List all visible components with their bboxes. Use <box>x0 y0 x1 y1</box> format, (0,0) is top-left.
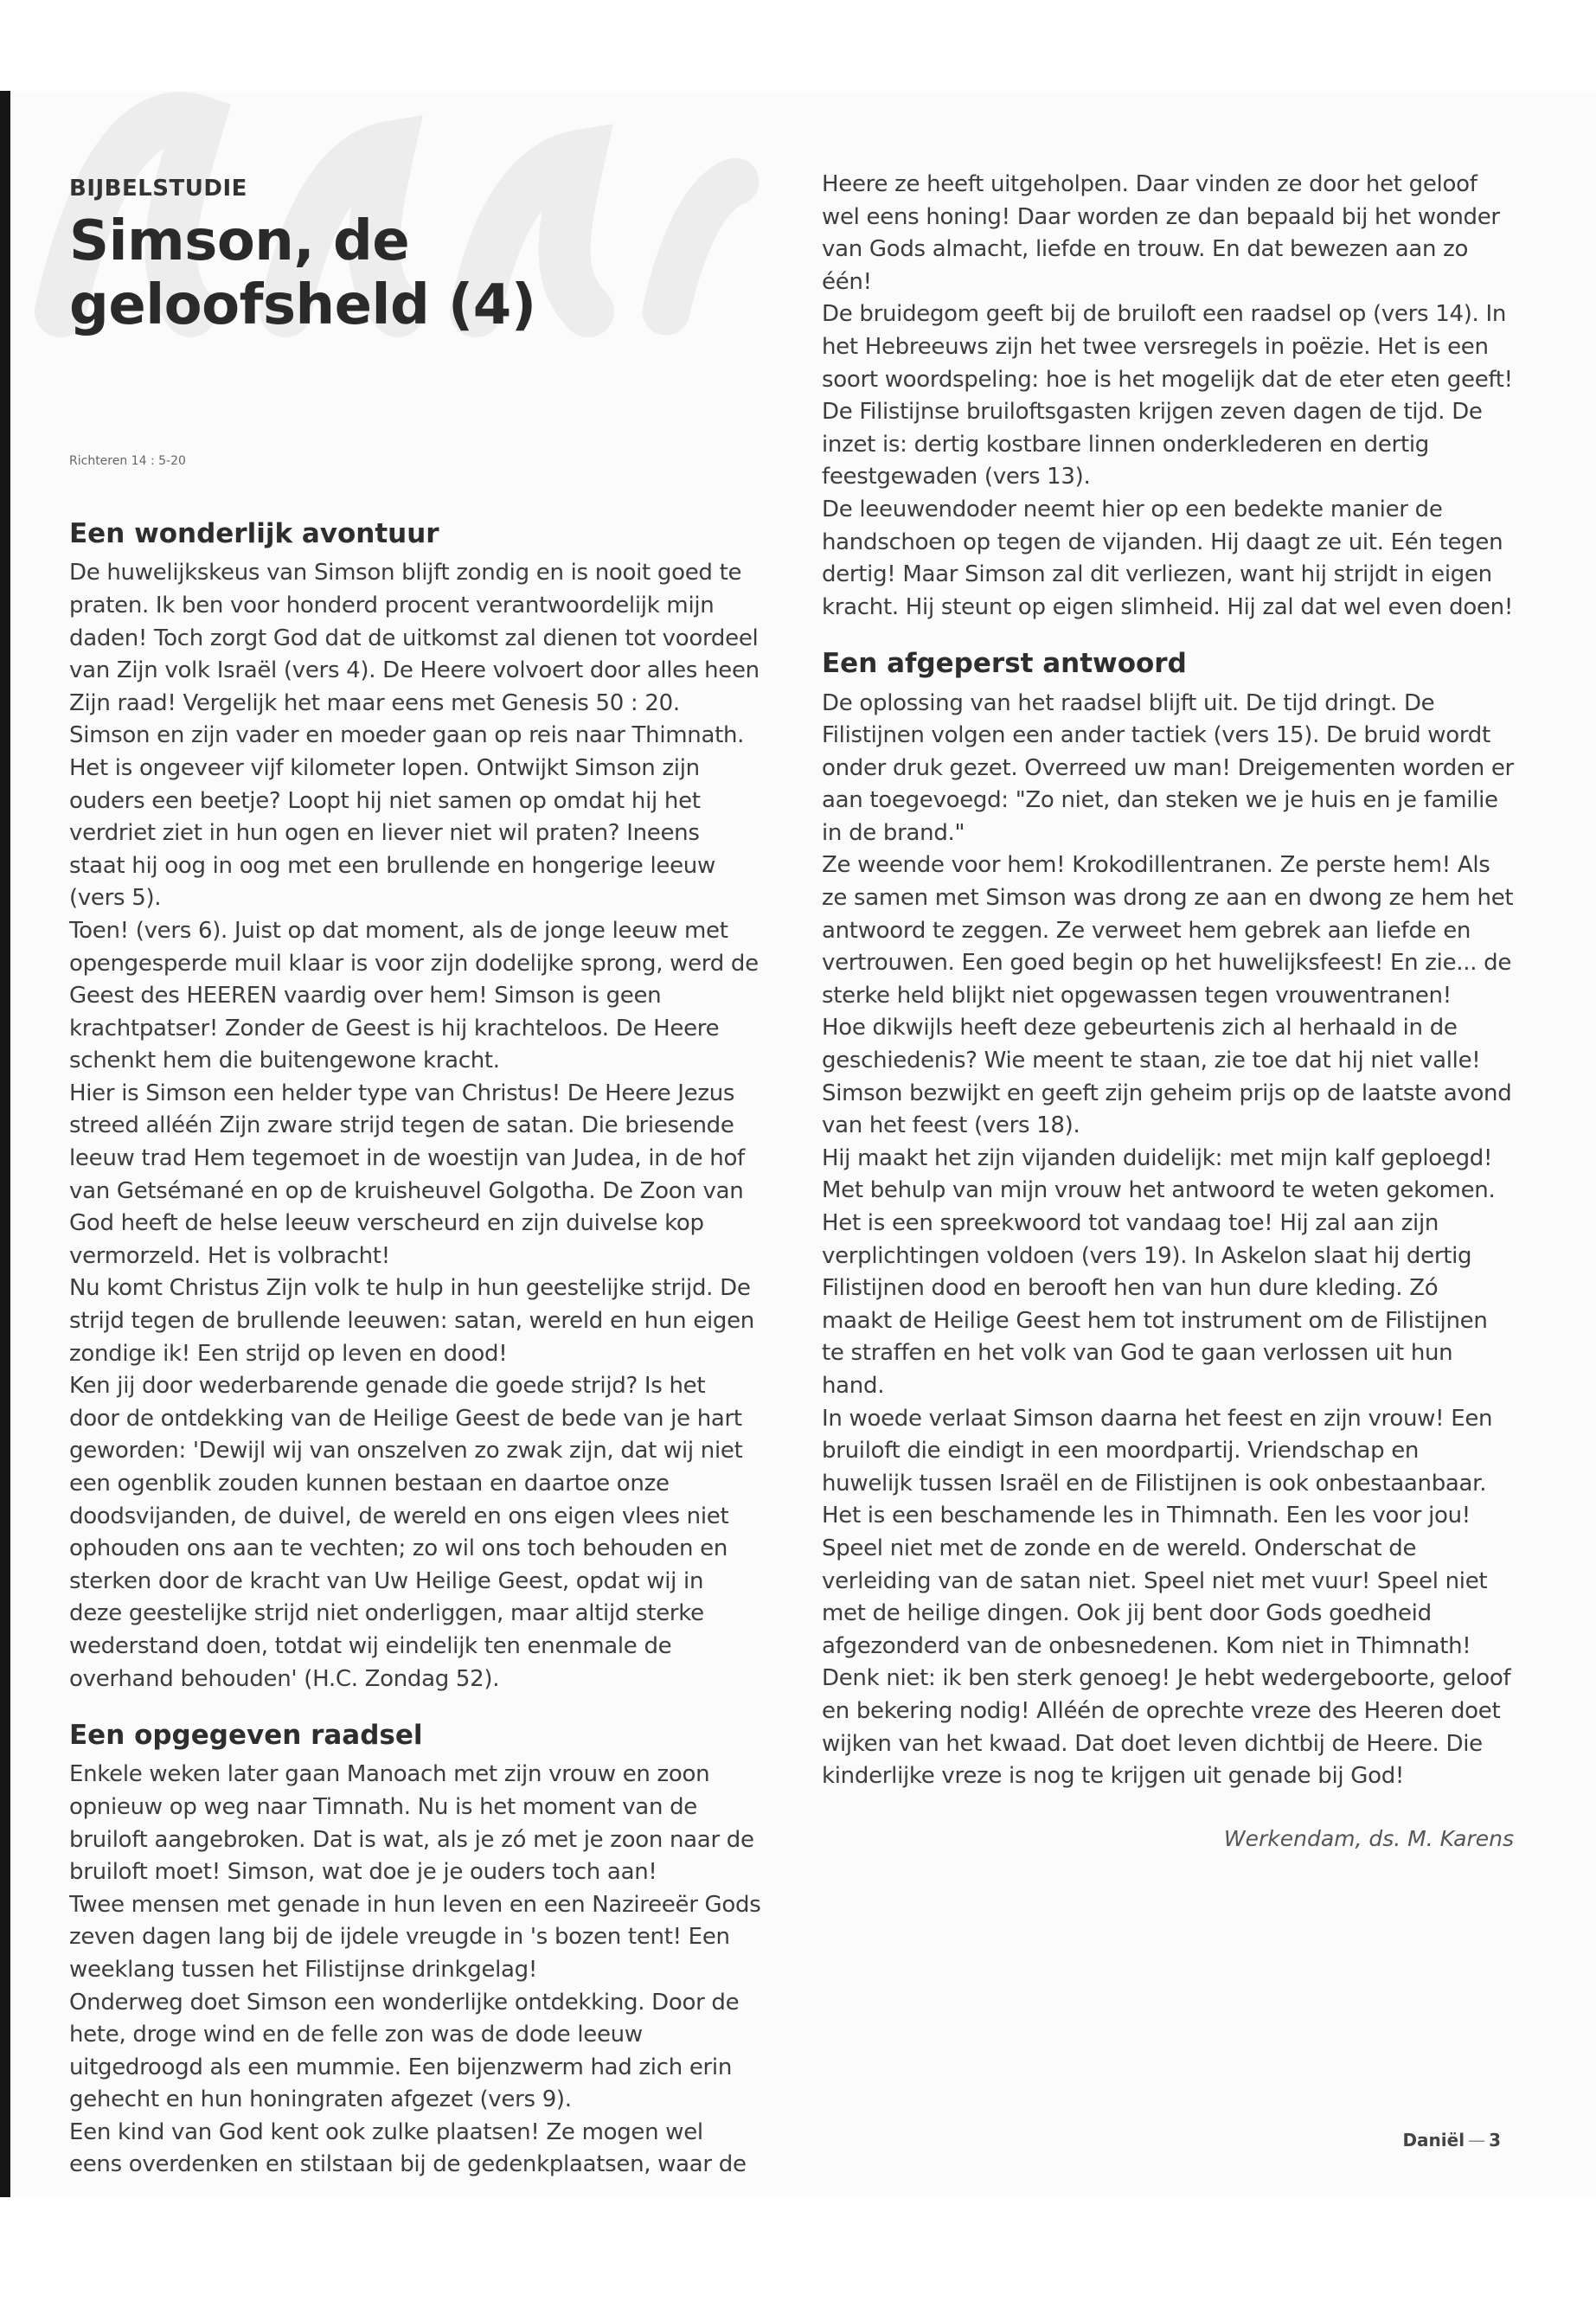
paragraph: Een kind van God kent ook zulke plaatsen! Ze mogen wel eens overdenken en stilstaan bij de gedenkplaatsen, waar de <box>69 2118 747 2178</box>
page-title: Simson, de geloofsheld (4) <box>69 209 536 337</box>
paragraph: Nu komt Christus Zijn volk te hulp in hun geestelijke strijd. De strijd tegen de brullende leeuwen: satan, wereld en hun eigen zondige ik! Een strijd op leven en dood! <box>69 1275 754 1367</box>
page-footer <box>1402 2130 1501 2150</box>
author-signature: Werkendam, ds. M. Karens <box>1223 1825 1514 1851</box>
section-kicker: BIJBELSTUDIE <box>69 176 247 202</box>
paragraph: Onderweg doet Simson een wonderlijke ontdekking. Door de hete, droge wind en de felle zon was de dode leeuw uitgedroogd als een mummie. Een bijenzwerm had zich erin gehecht en hun honingraten afgezet (vers 9). <box>69 1989 740 2113</box>
right-column <box>822 169 1514 1851</box>
paragraph: Twee mensen met genade in hun leven en een Nazireeër Gods zeven dagen lang bij de ijdele vreugde in 's bozen tent! Een weeklang tussen het Filistijnse drinkgelag! <box>69 1891 761 1983</box>
paragraph: De leeuwendoder neemt hier op een bedekte manier de handschoen op tegen de vijanden. Hij daagt ze uit. Eén tegen dertig! Maar Simson zal dit verliezen, want hij strijdt in eigen kracht. Hij steunt op eigen slimheid. Hij zal dat wel even doen! <box>822 496 1513 620</box>
paragraph: De oplossing van het raadsel blijft uit. De tijd dringt. De Filistijnen volgen een ander tactiek (vers 15). De bruid wordt onder druk gezet. Overreed uw man! Dreigementen worden er aan toegevoegd: "Zo niet, dan steken we je huis en je familie in de brand." <box>822 689 1514 846</box>
magazine-name: Daniël <box>1402 2130 1465 2150</box>
paragraph: De huwelijkskeus van Simson blijft zondig en is nooit goed te praten. Ik ben voor honderd procent verantwoordelijk mijn daden! Toch zorgt God dat de uitkomst zal dienen tot voordeel van Zijn volk Israël (vers 4). De Heere volvoert door alles heen Zijn raad! Vergelijk het maar eens met Genesis 50 : 20. <box>69 560 760 716</box>
scan-edge <box>0 91 10 2197</box>
paragraph: De Filistijnse bruiloftsgasten krijgen zeven dagen de tijd. De inzet is: dertig kostbare linnen onderklederen en dertig feestgewaden (vers 13). <box>822 399 1483 490</box>
paragraph: Ze weende voor hem! Krokodillentranen. Ze perste hem! Als ze samen met Simson was drong ze aan en dwong ze hem het antwoord te zeggen. Ze verweet hem gebrek aan liefde en vertrouwen. Een goed begin op het huwelijksfeest! En zie... de sterke held blijkt niet opgewassen tegen vrouwentranen! <box>822 852 1514 1009</box>
section-heading-wonderlijk-avontuur: Een wonderlijk avontuur <box>69 518 439 550</box>
paragraph: Hij maakt het zijn vijanden duidelijk: met mijn kalf geploegd! Met behulp van mijn vrouw het antwoord te weten gekomen. Het is een spreekwoord tot vandaag toe! Hij zal aan zijn verplichtingen voldoen (vers 19). In Askelon slaat hij dertig Filistijnen dood en berooft hen van hun dure kleding. Zó maakt de Heilige Geest hem tot instrument om de Filistijnen te straffen en het volk van God te gaan verlossen uit hun hand. <box>822 1144 1496 1399</box>
paragraph: De bruidegom geeft bij de bruiloft een raadsel op (vers 14). In het Hebreeuws zijn het twee versregels in poëzie. Het is een soort woordspeling: hoe is het mogelijk dat de eter eten geeft! <box>822 301 1513 393</box>
paragraph: Simson en zijn vader en moeder gaan op reis naar Thimnath. Het is ongeveer vijf kilometer lopen. Ontwijkt Simson zijn ouders een beetje? Loopt hij niet samen op omdat hij het verdriet ziet in hun ogen en liever niet wil praten? Ineens staat hij oog in oog met een brullende en hongerige leeuw (vers 5). <box>69 722 745 912</box>
scripture-reference: Richteren 14 : 5-20 <box>69 454 186 469</box>
footer-separator: — <box>1468 2130 1486 2150</box>
paragraph: Enkele weken later gaan Manoach met zijn vrouw en zoon opnieuw op weg naar Timnath. Nu is het moment van de bruiloft aangebroken. Dat is wat, als je zó met je zoon naar de bruiloft moet! Simson, wat doe je je ouders toch aan! <box>69 1761 754 1886</box>
paragraph: Ken jij door wederbarende genade die goede strijd? Is het door de ontdekking van de Heilige Geest de bede van je hart geworden: 'Dewijl wij van onszelven zo zwak zijn, dat wij niet een ogenblik zouden kunnen bestaan en daartoe onze doodsvijanden, de duivel, de wereld en ons eigen vlees niet ophouden ons aan te vechten; zo wil ons toch behouden en sterken door de kracht van Uw Heilige Geest, opdat wij in deze geestelijke strijd niet onderliggen, maar altijd sterke wederstand doen, totdat wij eindelijk ten enenmale de overhand behouden' (H.C. Zondag 52). <box>69 1373 743 1692</box>
paragraph: Toen! (vers 6). Juist op dat moment, als de jonge leeuw met opengesperde muil klaar is voor zijn dodelijke sprong, werd de Geest des HEEREN vaardig over hem! Simson is geen krachtpatser! Zonder de Geest is hij krachteloos. De Heere schenkt hem die buitengewone kracht. <box>69 917 759 1074</box>
paragraph: Heere ze heeft uitgeholpen. Daar vinden ze door het geloof wel eens honing! Daar worden ze dan bepaald bij het wonder van Gods almacht, liefde en trouw. En dat bewezen aan zo één! <box>822 171 1500 295</box>
section-heading-afgeperst-antwoord: Een afgeperst antwoord <box>822 648 1187 680</box>
paragraph: Hier is Simson een helder type van Christus! De Heere Jezus streed alléén Zijn zware strijd tegen de satan. Die briesende leeuw trad Hem tegemoet in de woestijn van Judea, in de hof van Getsémané en op de kruisheuvel Golgotha. De Zoon van God heeft de helse leeuw verscheurd en zijn duivelse kop vermorzeld. Het is volbracht! <box>69 1080 745 1269</box>
paragraph: In woede verlaat Simson daarna het feest en zijn vrouw! Een bruiloft die eindigt in een moordpartij. Vriendschap en huwelijk tussen Israël en de Filistijnen is ook onbestaanbaar. Het is een beschamende les in Thimnath. Een les voor jou! Speel niet met de zonde en de wereld. Onderschat de verleiding van de satan niet. Speel niet met vuur! Speel niet met de heilige dingen. Ook jij bent door Gods goedheid afgezonderd van de onbesnedenen. Kom niet in Thimnath! Denk niet: ik ben sterk genoeg! Je hebt wedergeboorte, geloof en bekering nodig! Alléén de oprechte vreze des Heeren doet wijken van het kwaad. Dat doet leven dichtbij de Heere. Die kinderlijke vreze is nog te krijgen uit genade bij God! <box>822 1405 1511 1790</box>
page-number: 3 <box>1489 2130 1501 2150</box>
paragraph: Hoe dikwijls heeft deze gebeurtenis zich al herhaald in de geschiedenis? Wie meent te staan, zie toe dat hij niet valle! Simson bezwijkt en geeft zijn geheim prijs op de laatste avond van het feest (vers 18). <box>822 1015 1512 1139</box>
left-column <box>69 169 761 2182</box>
section-heading-opgegeven-raadsel: Een opgegeven raadsel <box>69 1720 423 1752</box>
